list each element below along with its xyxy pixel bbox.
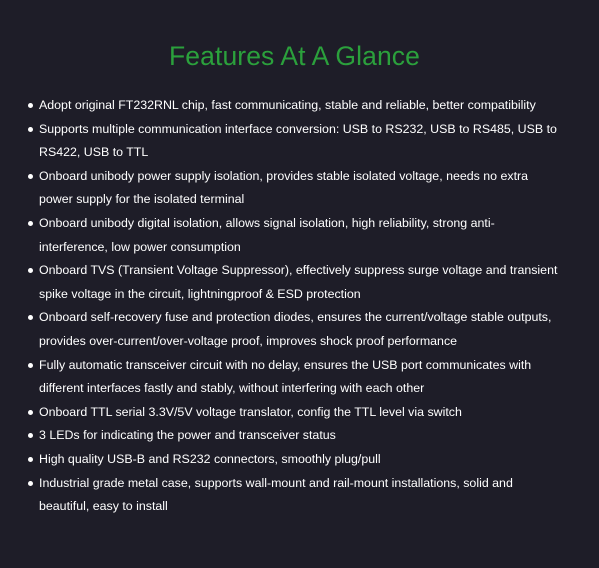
feature-text: Adopt original FT232RNL chip, fast communicating, stable and reliable, better compatibility — [39, 98, 536, 112]
bullet-icon — [28, 268, 33, 273]
feature-item — [28, 118, 561, 165]
feature-text: Industrial grade metal case, supports wall-mount and rail-mount installations, solid and beautiful, easy to install — [39, 475, 513, 514]
feature-text: Fully automatic transceiver circuit with no delay, ensures the USB port communicates with different interfaces fastly and stably, without interfering with each other — [39, 357, 532, 396]
feature-text: Onboard unibody power supply isolation, provides stable isolated voltage, needs no extra power supply for the isolated terminal — [39, 168, 529, 207]
feature-text: Onboard self-recovery fuse and protection diodes, ensures the current/voltage stable outputs, provides over-current/over-voltage proof, improves shock proof performance — [39, 310, 552, 348]
feature-item — [28, 354, 561, 401]
feature-item — [28, 401, 561, 425]
bullet-icon — [28, 221, 33, 226]
feature-text: Supports multiple communication interface conversion: USB to RS232, USB to RS485, USB to RS422, USB to TTL — [39, 121, 557, 160]
bullet-icon — [28, 481, 33, 486]
feature-item — [28, 306, 561, 353]
feature-item — [28, 212, 561, 259]
feature-item — [28, 424, 561, 448]
feature-item — [28, 472, 561, 519]
page-title: Features At A Glance — [169, 41, 420, 71]
feature-text: Onboard TVS (Transient Voltage Suppressor), effectively suppress surge voltage and transient spike voltage in the circuit, lightningproof & ESD protection — [39, 263, 558, 301]
bullet-icon — [28, 410, 33, 415]
bullet-icon — [28, 315, 33, 320]
feature-item — [28, 94, 561, 118]
feature-item — [28, 448, 561, 472]
bullet-icon — [28, 433, 33, 438]
feature-item — [28, 259, 561, 306]
feature-text: 3 LEDs for indicating the power and transceiver status — [39, 428, 336, 443]
feature-text: High quality USB-B and RS232 connectors, smoothly plug/pull — [39, 451, 381, 466]
bullet-icon — [28, 127, 33, 132]
feature-item — [28, 165, 561, 212]
bullet-icon — [28, 457, 33, 462]
bullet-icon — [28, 174, 33, 179]
bullet-icon — [28, 103, 33, 108]
bullet-icon — [28, 363, 33, 368]
feature-list — [28, 94, 561, 519]
feature-text: Onboard unibody digital isolation, allows signal isolation, high reliability, strong anti-interference, low power consumption — [39, 215, 495, 254]
feature-text: Onboard TTL serial 3.3V/5V voltage translator, config the TTL level via switch — [39, 404, 462, 419]
